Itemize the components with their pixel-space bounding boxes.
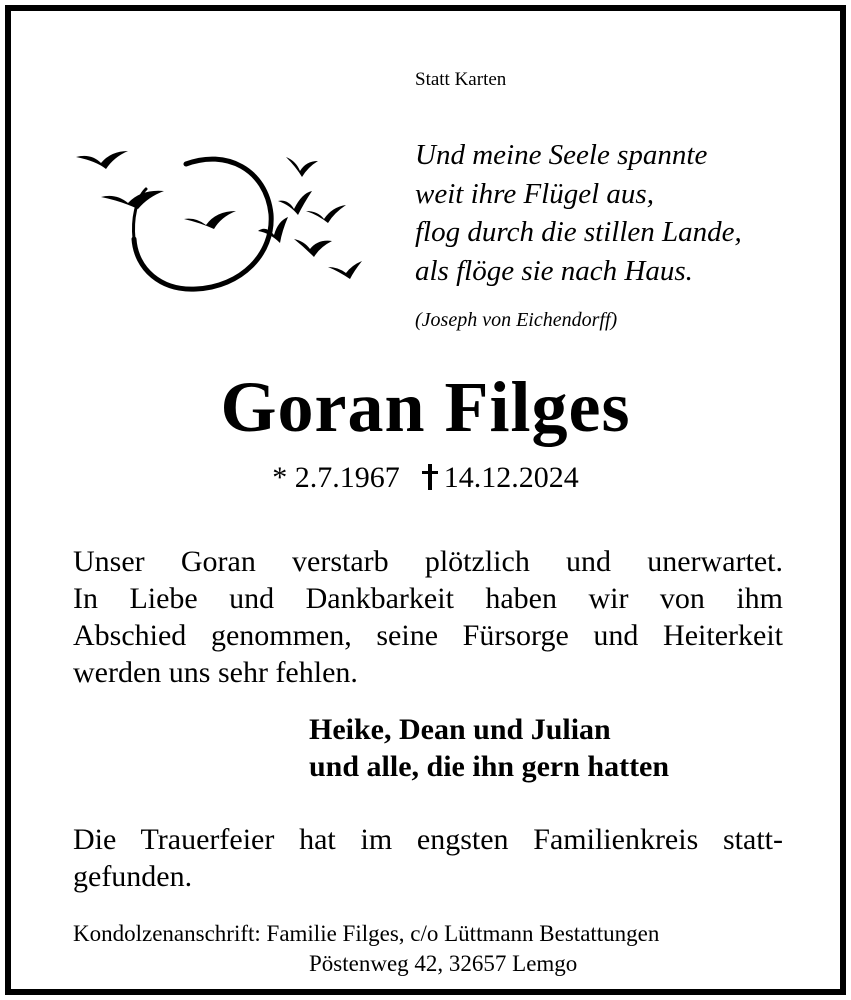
condolence-address-line: Pöstenweg 42, 32657 Lemgo (309, 951, 578, 976)
message-paragraph (73, 543, 783, 691)
poem-line: weit ihre Flügel aus, (415, 177, 654, 210)
signer-line: Heike, Dean und Julian (309, 713, 611, 746)
poem-line: Und meine Seele spannte (415, 139, 708, 171)
deceased-name: Goran Filges (220, 367, 631, 447)
message-line: Abschied genommen, seine Fürsorge und Heiterkeit (73, 619, 783, 652)
condolence-address-line: Familie Filges, c/o Lüttmann Bestattungen (266, 921, 660, 946)
funeral-paragraph (73, 821, 783, 895)
funeral-line: Die Trauerfeier hat im engsten Familienkreis statt- (73, 823, 783, 856)
life-dates (11, 461, 840, 495)
poem-author: (Joseph von Eichendorff) (415, 309, 618, 331)
message-line: In Liebe und Dankbarkeit haben wir von ihm (73, 582, 783, 615)
cross-icon (422, 464, 438, 490)
moon-with-birds-icon (66, 139, 366, 299)
condolence-label: Kondolzenanschrift: (73, 921, 261, 946)
message-line: Unser Goran verstarb plötzlich und unerwartet. (73, 545, 783, 578)
signer-line: und alle, die ihn gern hatten (309, 750, 670, 783)
poem (415, 136, 742, 290)
death-date: 14.12.2024 (443, 461, 579, 494)
poem-line: flog durch die stillen Lande, (415, 216, 742, 248)
header-statt-karten: Statt Karten (415, 69, 507, 90)
birth-date: * 2.7.1967 (272, 461, 400, 494)
obituary-frame (5, 5, 846, 995)
message-line: werden uns sehr fehlen. (73, 656, 358, 689)
funeral-line: gefunden. (73, 860, 193, 893)
poem-line: als flöge sie nach Haus. (415, 254, 693, 287)
signers (309, 711, 669, 785)
condolence-address (73, 919, 660, 976)
